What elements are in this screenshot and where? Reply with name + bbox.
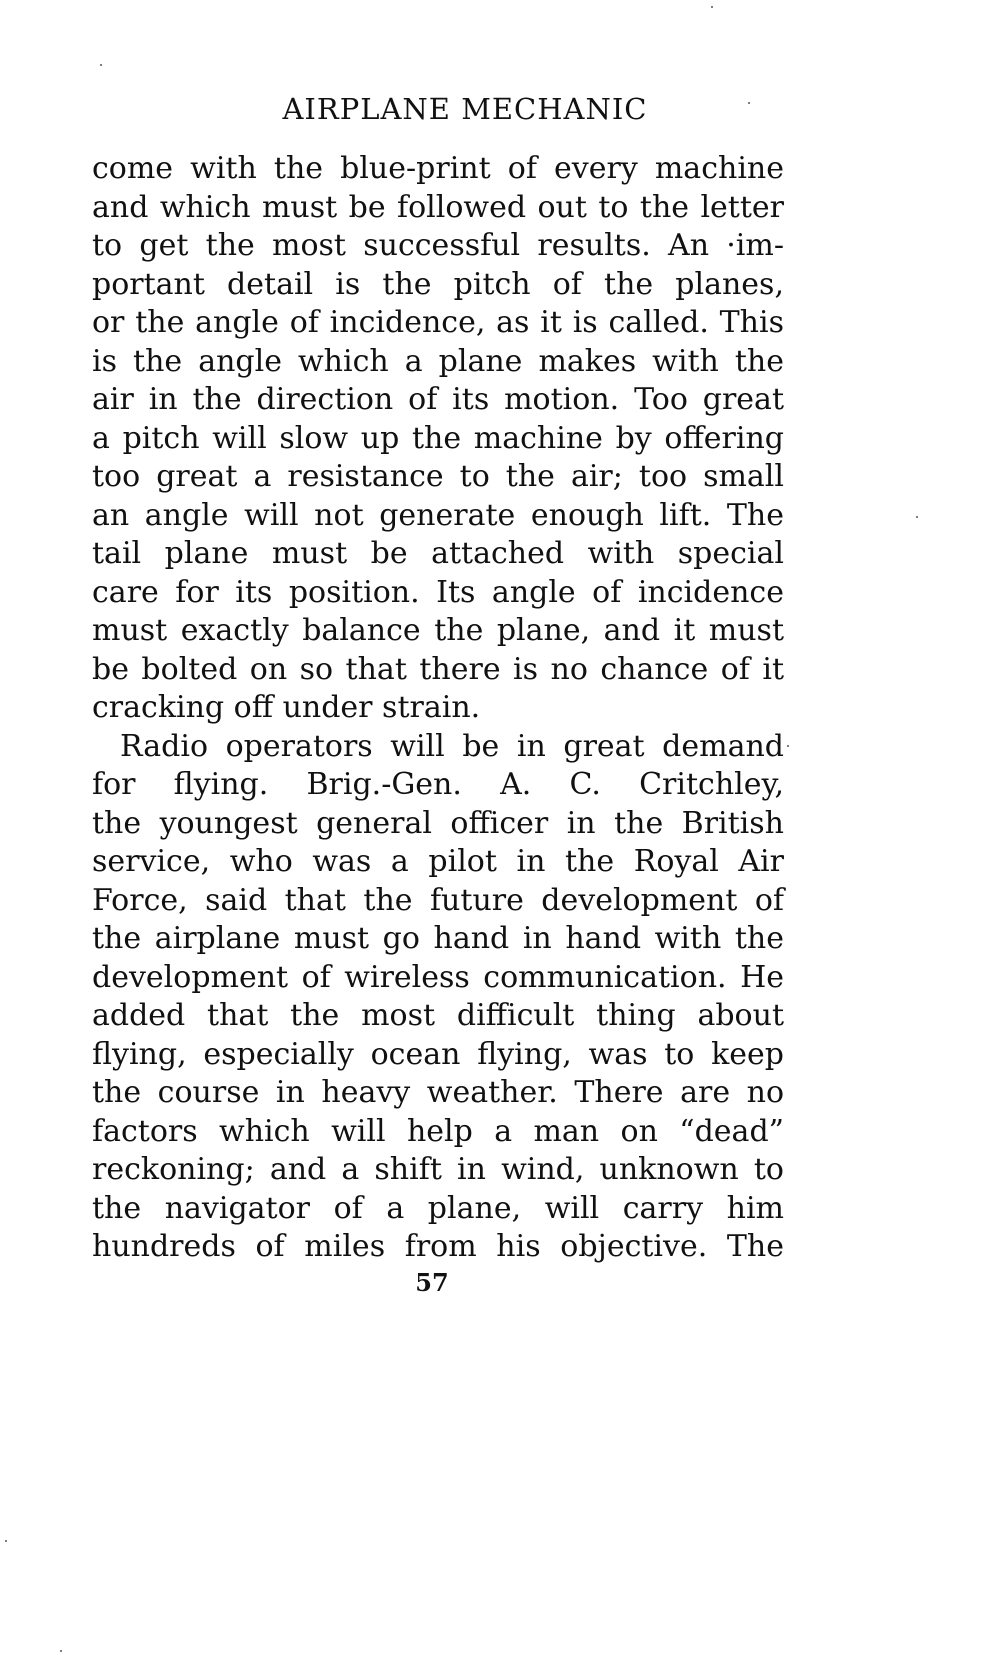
text-line: tail plane must be attached with special (92, 536, 784, 571)
paragraph-end-line: cracking off under strain. (92, 690, 481, 725)
text-line: flying, especially ocean flying, was to keep (92, 1036, 784, 1072)
text-line: too great a resistance to the air; too small (92, 459, 784, 494)
scan-speck (748, 102, 750, 104)
text-line: hundreds of miles from his objective. The (92, 1229, 784, 1264)
text-line: portant detail is the pitch of the planes, (92, 266, 784, 302)
text-line: air in the direction of its motion. Too great (92, 382, 784, 417)
text-line: the youngest general officer in the British (92, 805, 784, 841)
text-line: development of wireless communication. He (92, 959, 784, 995)
running-head: AIRPLANE MECHANIC (282, 92, 648, 126)
text-line: an angle will not generate enough lift. The (92, 497, 784, 533)
text-line: for flying. Brig.-Gen. A. C. Critchley, (92, 767, 784, 802)
text-line: come with the blue-print of every machine (92, 151, 784, 186)
text-line: care for its position. Its angle of incidence (92, 574, 784, 610)
scan-speck (787, 745, 789, 747)
text-line: to get the most successful results. An ·im- (92, 228, 784, 263)
scan-speck (711, 6, 713, 8)
text-line: factors which will help a man on “dead” (92, 1113, 784, 1149)
text-line: Force, said that the future development of (92, 882, 784, 918)
text-line: the airplane must go hand in hand with the (92, 921, 784, 956)
scan-speck (100, 64, 102, 66)
scan-speck (60, 1650, 62, 1652)
text-line: must exactly balance the plane, and it must (92, 613, 784, 648)
text-line: the course in heavy weather. There are no (92, 1075, 784, 1110)
text-line: be bolted on so that there is no chance of it (92, 651, 784, 687)
text-line: reckoning; and a shift in wind, unknown to (92, 1152, 784, 1187)
text-line: a pitch will slow up the machine by offering (92, 420, 784, 456)
text-line: is the angle which a plane makes with the (92, 343, 784, 379)
text-line: the navigator of a plane, will carry him (92, 1190, 784, 1226)
scan-speck (5, 1540, 7, 1542)
text-line: and which must be followed out to the letter (92, 189, 784, 225)
body-text (92, 150, 784, 1267)
text-line: or the angle of incidence, as it is called. This (92, 305, 784, 340)
text-line: added that the most difficult thing about (92, 998, 784, 1033)
text-line: service, who was a pilot in the Royal Air (92, 844, 784, 879)
scan-speck (916, 516, 918, 518)
page-number: 57 (415, 1268, 449, 1297)
paragraph-start-line: Radio operators will be in great demand (120, 728, 784, 764)
